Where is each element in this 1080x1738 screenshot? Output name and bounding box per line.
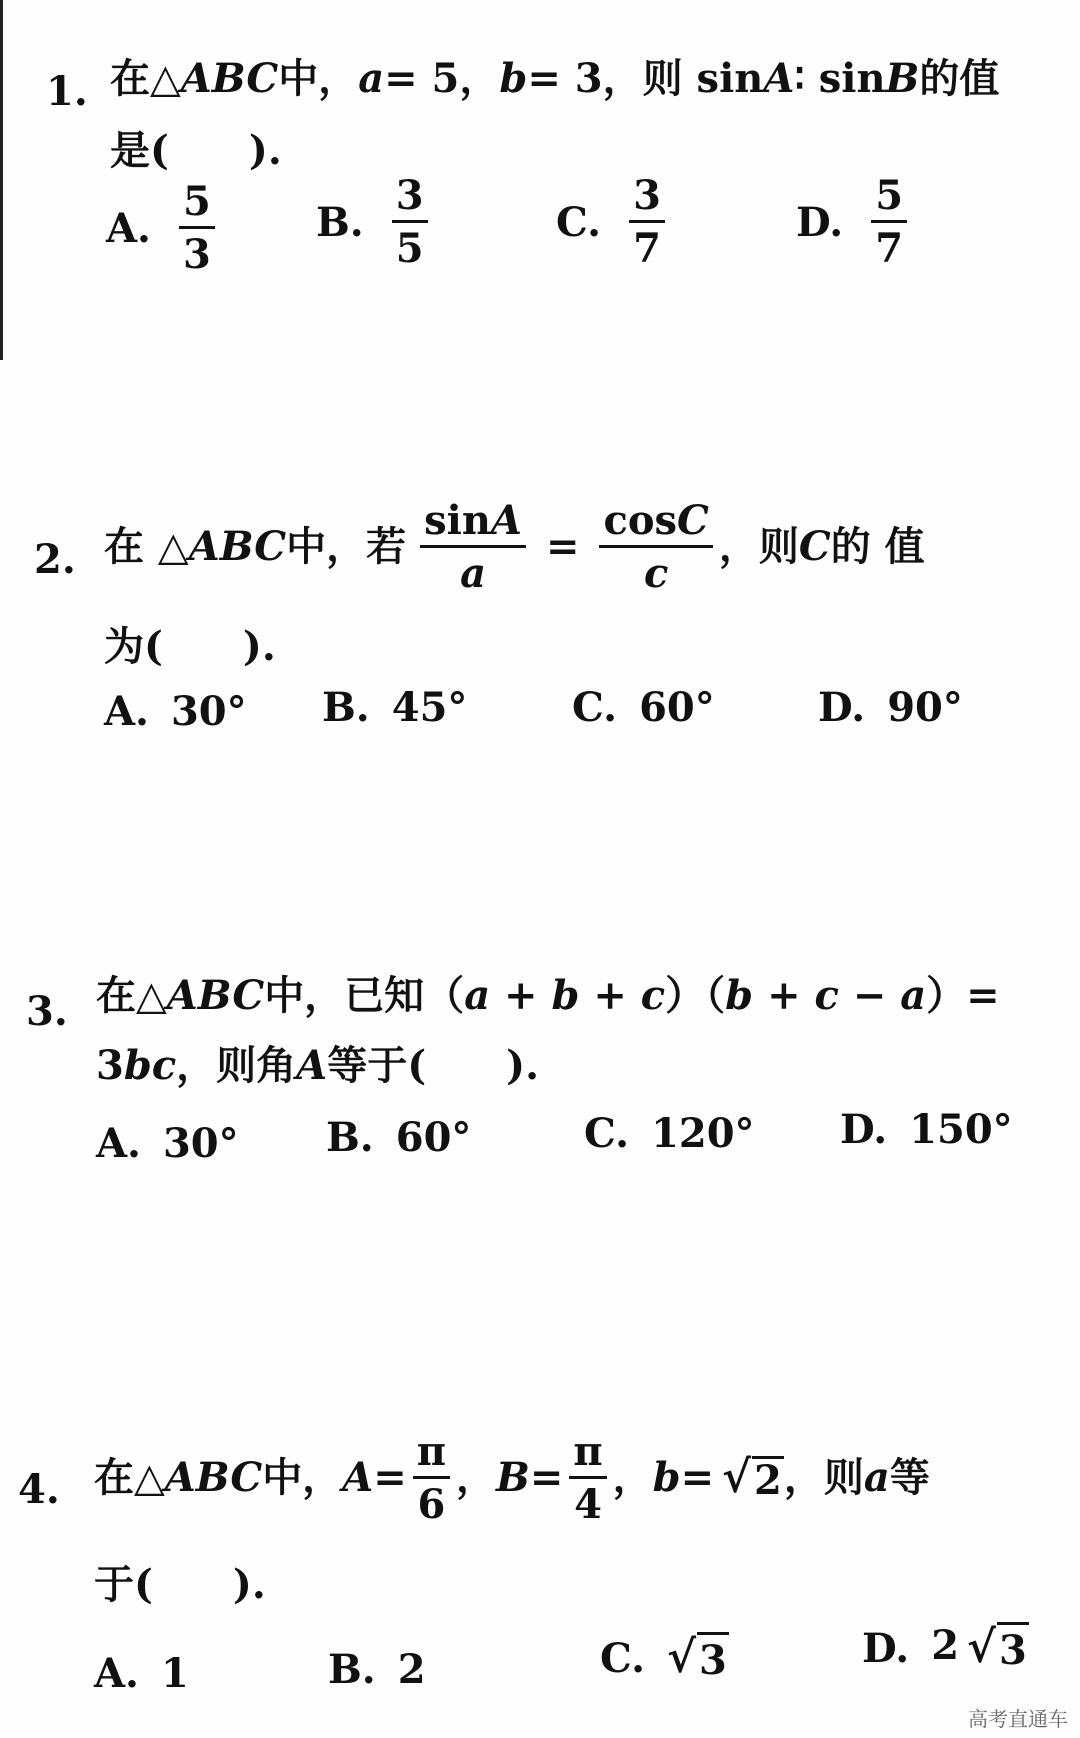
question-number: 1. [46, 68, 88, 115]
option-a[interactable]: A. $\frac{5}{3}$ [106, 182, 221, 275]
square-root-2: √ 2 [722, 1451, 782, 1504]
question-number: 2. [34, 536, 76, 583]
question-stem-line1: 在△ ABC 中，已知（ a + b + c ）（ b + c − a ）= [96, 972, 1000, 1019]
option-b[interactable]: B. 2 [328, 1646, 426, 1693]
fraction: $\frac{5}{3}$ [179, 182, 215, 275]
fraction: $\frac{5}{7}$ [871, 176, 907, 269]
question-number: 4. [18, 1466, 60, 1513]
question-stem-line2: 于( ). [94, 1561, 266, 1608]
option-d[interactable]: D. $\frac{5}{7}$ [796, 176, 913, 269]
question-stem-line1: 在△ ABC 中， a = 5， b = 3，则 sin A ∶ sin B 的值 [110, 55, 1000, 102]
question-stem-line2: 3 bc ，则角 A 等于( ). [96, 1042, 539, 1089]
question-stem-line2: 为( ). [104, 623, 276, 670]
page-edge-line [0, 0, 3, 360]
square-root-3: √ 3 [667, 1632, 727, 1684]
question-stem-line1: 在 △ ABC 中，若 $\frac{\sin A}{a}$ = $\frac{\cos C}{c}$ ，则 C 的 值 [104, 496, 925, 597]
fraction-pi-over-6: $\frac{\pi}{6}$ [413, 1432, 450, 1525]
watermark: 高考直通车 [968, 1707, 1068, 1731]
option-a[interactable]: A. 1 [94, 1650, 189, 1697]
option-c[interactable]: C. √ 3 [600, 1632, 727, 1684]
option-a[interactable]: A. 30° [104, 688, 247, 735]
question-stem-line2: 是( ). [110, 127, 282, 174]
option-d[interactable]: D. 2 √ 3 [862, 1622, 1027, 1674]
fraction-sinA-over-a: $\frac{\sin A}{a}$ [420, 501, 526, 594]
fraction-cosC-over-c: $\frac{\cos C}{c}$ [599, 501, 712, 594]
fraction-pi-over-4: $\frac{\pi}{4}$ [569, 1432, 606, 1525]
option-c[interactable]: C. 60° [572, 684, 715, 731]
two-root-3: 2 √ 3 [931, 1622, 1027, 1674]
option-d[interactable]: D. 150° [840, 1106, 1013, 1153]
option-c[interactable]: C. 120° [584, 1110, 755, 1157]
question-stem-line1: 在△ ABC 中， A = $\frac{\pi}{6}$ ， B = $\frac{\pi}{4}$ ， b = √ 2 ，则 a 等 [94, 1427, 930, 1528]
option-b[interactable]: B. 60° [326, 1114, 472, 1161]
fraction: $\frac{3}{7}$ [629, 176, 665, 269]
option-c[interactable]: C. $\frac{3}{7}$ [556, 176, 671, 269]
option-a[interactable]: A. 30° [96, 1120, 239, 1167]
option-b[interactable]: B. 45° [322, 684, 468, 731]
question-number: 3. [26, 988, 68, 1035]
fraction: $\frac{3}{5}$ [392, 176, 428, 269]
option-b[interactable]: B. $\frac{3}{5}$ [316, 176, 434, 269]
option-d[interactable]: D. 90° [818, 684, 963, 731]
